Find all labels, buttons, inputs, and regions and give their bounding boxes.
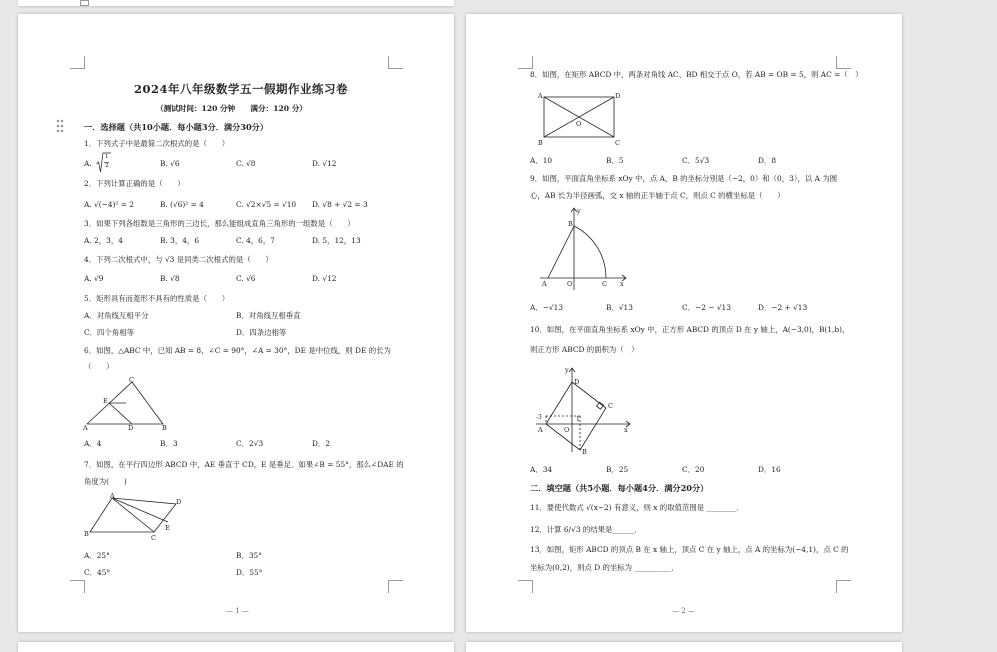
fig6-label-d: D <box>128 424 134 432</box>
crop-mark <box>518 56 533 69</box>
figure-q6-triangle <box>82 376 182 432</box>
question-13-cont: 坐标为(0,2)，则点 D 的坐标为 __________． <box>530 563 679 572</box>
fig8-label-b: B <box>538 139 543 147</box>
q1-fraction: 1 2 <box>96 152 112 174</box>
option-b: B．25 <box>606 465 629 474</box>
crop-mark <box>836 580 851 593</box>
option-a: A．对角线互相平分 <box>84 311 149 320</box>
option-b: B．√13 <box>606 303 633 312</box>
option-b: B．5 <box>606 156 624 165</box>
question-6-paren: （ ） <box>84 362 114 371</box>
question-5: 5．矩形具有而菱形不具有的性质是（ ） <box>84 294 230 303</box>
page-number: — 1 — <box>226 607 249 615</box>
question-3: 3．如果下列各组数是三角形的三边长，那么能组成直角三角形的一组数是（ ） <box>84 219 355 228</box>
question-11: 11．要使代数式 √(x−2) 有意义，则 x 的取值范围是 ________． <box>530 503 744 512</box>
fig8-label-o: O <box>576 120 582 128</box>
fig7-label-e: E <box>165 524 170 532</box>
fig8-label-c: C <box>615 139 620 147</box>
fig10-label-o: O <box>564 426 570 434</box>
fig7-label-c: C <box>151 534 156 542</box>
fig10-label-1: 1 <box>576 416 580 423</box>
fig10-label-c: C <box>608 402 613 410</box>
question-10: 10．如图，在平面直角坐标系 xOy 中，正方形 ABCD 的顶点 D 在 y 轴上，A(−3,0)，B(1,b)， <box>530 325 850 334</box>
option-d: D．2 <box>312 439 331 448</box>
fig10-label-y: y <box>565 366 569 374</box>
option-c: C. √8 <box>236 159 256 168</box>
fig7-label-b: B <box>84 530 89 538</box>
option-d: D. √8 + √2 = 3 <box>312 200 368 209</box>
question-10-cont: 则正方形 ABCD 的面积为（ ） <box>530 345 639 354</box>
option-a: A．4 <box>84 439 102 448</box>
figure-q10-square <box>534 360 634 456</box>
page-number: — 2 — <box>672 607 695 615</box>
option-d: D．四条边相等 <box>236 328 287 337</box>
fig6-label-b: B <box>162 424 167 432</box>
document-page-2 <box>466 14 902 632</box>
fig10-label-d: D <box>574 378 580 386</box>
drag-handle-icon[interactable] <box>56 118 64 132</box>
option-a: A. <box>84 159 92 168</box>
exam-info: （测试时间：120 分钟 满分：120 分） <box>156 104 307 113</box>
question-9-cont: 心，AB 长为半径画弧，交 x 轴的正半轴于点 C，则点 C 的横坐标是（ ） <box>530 191 785 200</box>
crop-mark <box>388 56 403 69</box>
fig9-label-o: O <box>567 280 573 288</box>
option-a: A. 2，3，4 <box>84 236 123 245</box>
option-b: B. (√6)² = 4 <box>160 200 204 209</box>
option-b: B．35° <box>236 551 262 560</box>
option-b: B．对角线互相垂直 <box>236 311 301 320</box>
figure-q8-rectangle <box>536 92 626 148</box>
option-c: C．20 <box>682 465 705 474</box>
option-b: B. √6 <box>160 159 180 168</box>
option-c: C．−2 − √13 <box>682 303 731 312</box>
crop-mark <box>70 56 85 69</box>
option-d: D. √12 <box>312 274 337 283</box>
option-b: B. 3，4，6 <box>160 236 200 245</box>
fig8-label-a: A <box>538 92 543 100</box>
crop-mark <box>518 580 533 593</box>
fig10-label-x: x <box>624 426 628 434</box>
question-8: 8．如图，在矩形 ABCD 中，两条对角线 AC、BD 相交于点 O，若 AB = OB = 5，则 AC =（ ） <box>530 70 863 79</box>
next-page-edge <box>18 642 454 652</box>
option-a: A．34 <box>530 465 553 474</box>
option-c: C．5√3 <box>682 156 710 165</box>
fig10-label-b: B <box>582 448 587 456</box>
crop-mark <box>388 580 403 593</box>
option-d: D．−2 + √13 <box>758 303 808 312</box>
question-7: 7．如图，在平行四边形 ABCD 中，AE 垂直于 CD，E 是垂足．如果∠B = 55°，那么∠DAE 的 <box>84 460 404 469</box>
question-4: 4．下列二次根式中，与 √3 是同类二次根式的是（ ） <box>84 255 273 264</box>
option-c: C．2√3 <box>236 439 264 448</box>
question-2: 2．下列计算正确的是（ ） <box>84 179 185 188</box>
option-a: A. √9 <box>84 274 104 283</box>
question-1: 1．下列式子中是最简二次根式的是（ ） <box>84 139 230 148</box>
question-12: 12．计算 6/√3 的结果是______． <box>530 525 643 534</box>
option-d: D．8 <box>758 156 777 165</box>
option-c: C．45° <box>84 568 111 577</box>
fig6-label-a: A <box>83 424 88 432</box>
fig9-label-y: y <box>577 207 581 215</box>
section-heading: 一．选择题（共10小题．每小题3分．满分30分） <box>84 122 269 132</box>
question-13: 13．如图，矩形 ABCD 的顶点 B 在 x 轴上，顶点 C 在 y 轴上，点 A 的坐标为(−4,1)，点 C 的 <box>530 545 849 554</box>
fig9-label-x: x <box>620 280 624 288</box>
figure-q7-parallelogram <box>82 492 192 546</box>
question-9: 9．如图，平面直角坐标系 xOy 中，点 A，B 的坐标分别是（−2，0）和（0，3），以 A 为圆 <box>530 174 838 183</box>
option-d: D. 5，12，13 <box>312 236 361 245</box>
crop-mark <box>70 580 85 593</box>
option-a: A．25° <box>84 551 110 560</box>
option-d: D．16 <box>758 465 781 474</box>
figure-q9-arc <box>536 206 632 292</box>
page-title: 2024年八年级数学五一假期作业练习卷 <box>134 82 349 96</box>
option-a: A．−√13 <box>530 303 564 312</box>
option-a: A. √(−4)² = 2 <box>84 200 134 209</box>
option-c: C. 4，6，7 <box>236 236 275 245</box>
fig6-label-e: E <box>103 397 108 405</box>
fig7-label-d: D <box>176 498 182 506</box>
question-7-cont: 角度为( ) <box>84 477 127 486</box>
option-a: A．10 <box>530 156 553 165</box>
question-6: 6．如图，△ABC 中，已知 AB = 8，∠C = 90°，∠A = 30°，DE 是中位线，则 DE 的长为 <box>84 346 391 355</box>
fig9-label-c: C <box>602 280 607 288</box>
document-page-1 <box>18 14 454 632</box>
option-d: D. √12 <box>312 159 337 168</box>
fig9-label-b: B <box>568 220 573 228</box>
next-page-edge <box>466 642 902 652</box>
scrollbar-handle[interactable] <box>80 0 89 6</box>
fig10-label-neg3: -3 <box>536 414 542 421</box>
fig7-label-a: A <box>110 492 115 500</box>
option-d: D．55° <box>236 568 263 577</box>
option-c: C. √6 <box>236 274 256 283</box>
fig8-label-d: D <box>615 92 621 100</box>
option-c: C. √2×√5 = √10 <box>236 200 297 209</box>
fig6-label-c: C <box>129 376 134 384</box>
option-c: C．四个角相等 <box>84 328 134 337</box>
fig9-label-a: A <box>542 280 547 288</box>
section-heading: 二．填空题（共5小题．每小题4分．满分20分） <box>530 483 709 493</box>
option-b: B. √8 <box>160 274 180 283</box>
fig10-label-a: A <box>538 426 543 434</box>
crop-mark <box>836 56 851 69</box>
option-b: B．3 <box>160 439 178 448</box>
